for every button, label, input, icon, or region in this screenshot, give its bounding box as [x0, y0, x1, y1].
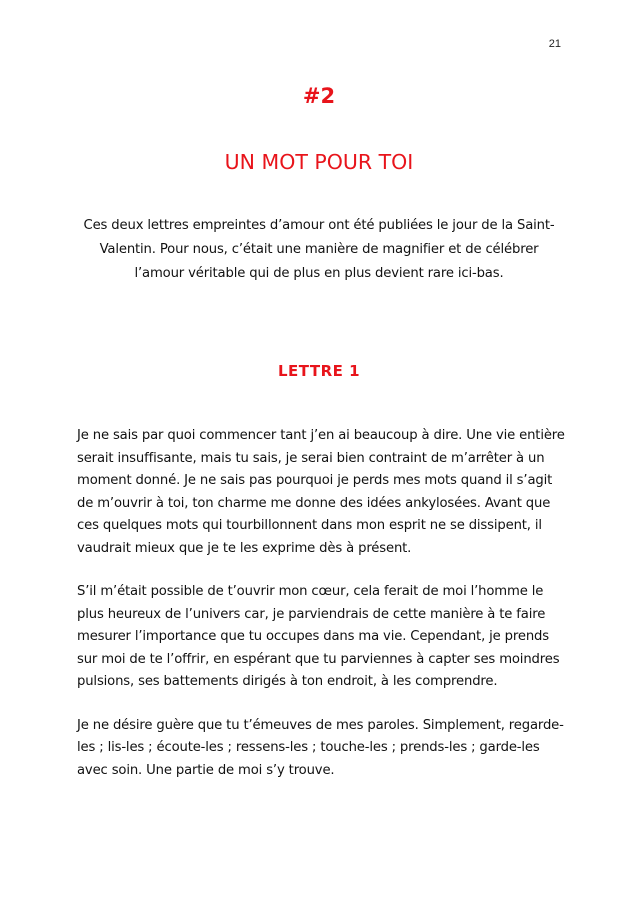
letter-heading: LETTRE 1 — [277, 362, 361, 380]
letter-paragraph: Je ne désire guère que tu t’émeuves de mes paroles. Simplement, regarde-les ; lis-les ; écoute-les ; ressens-les ; touche-les ; prends-les ; garde-les avec soin. Une partie de moi s’y trouve. — [77, 717, 564, 778]
chapter-number: #2 — [302, 84, 336, 108]
page-number: 21 — [548, 38, 561, 50]
letter-body — [77, 425, 567, 803]
letter-paragraph: S’il m’était possible de t’ouvrir mon cœur, cela ferait de moi l’homme le plus heureux de l’univers car, je parviendrais de cette manière à te faire mesurer l’importance que tu occupes dans ma vie. Cependant, je prends sur moi de te l’offrir, en espérant que tu parviennes à capter ses moindres pulsions, ses battements dirigés à ton endroit, à les comprendre. — [77, 584, 560, 689]
intro-paragraph: Ces deux lettres empreintes d’amour ont été publiées le jour de la Saint-Valentin. Pour nous, c’était une manière de magnifier et de célébrer l’amour véritable qui de plus en plus devient rare ici-bas. — [83, 218, 555, 281]
chapter-title: UN MOT POUR TOI — [224, 150, 414, 174]
letter-paragraph: Je ne sais par quoi commencer tant j’en ai beaucoup à dire. Une vie entière serait insuffisante, mais tu sais, je serai bien contraint de m’arrêter à un moment donné. Je ne sais pas pourquoi je perds mes mots quand il s’agit de m’ouvrir à toi, ton charme me donne des idées ankylosées. Avant que ces quelques mots qui tourbillonnent dans mon esprit ne se dissipent, il vaudrait mieux que je te les exprime dès à présent. — [77, 428, 565, 556]
